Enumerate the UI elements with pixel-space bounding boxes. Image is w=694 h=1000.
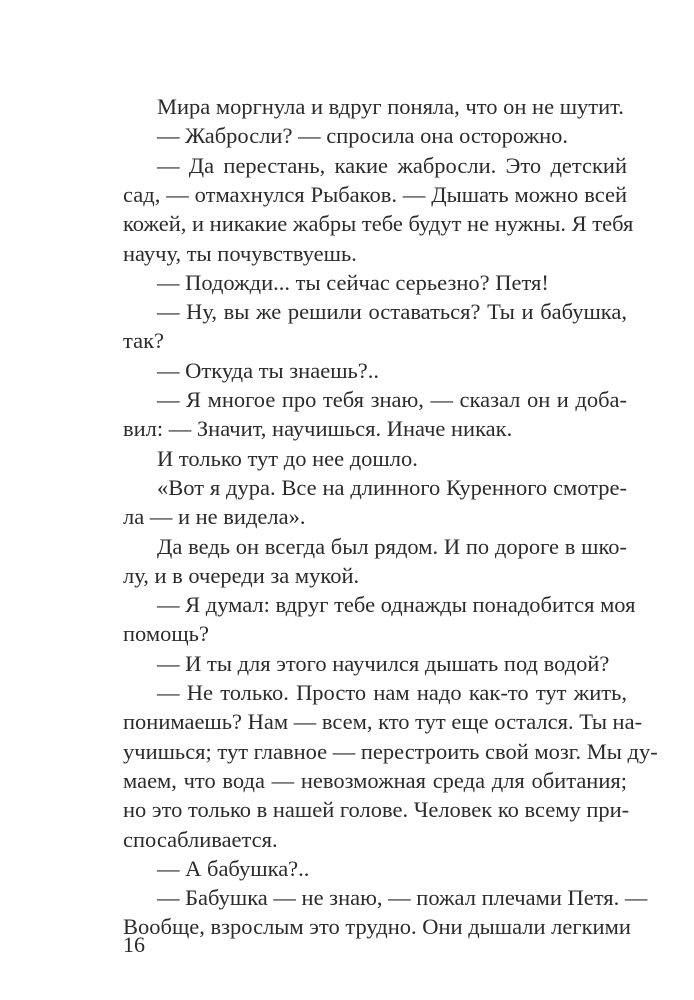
text-line: вил: — Значит, научишься. Иначе никак. [123, 416, 513, 442]
text-line: научу, ты почувствуешь. [123, 240, 357, 266]
text-line: спосабливается. [123, 826, 278, 852]
text-line: Вообще, взрослым это трудно. Они дышали легкими [123, 914, 631, 940]
text-line: — Ну, вы же решили оставаться? Ты и бабушка, [157, 299, 627, 325]
text-line: понимаешь? Нам — всем, кто тут еще остался. Ты на- [123, 709, 643, 735]
text-line: ла — и не видела». [123, 504, 306, 530]
text-line: — А бабушка?.. [157, 855, 310, 881]
text-line: И только тут до нее дошло. [157, 445, 418, 471]
text-line: «Вот я дура. Все на длинного Куренного смотре- [157, 474, 627, 500]
text-line: — Да перестань, какие жабросли. Это детский [157, 152, 627, 178]
text-line: — Не только. Просто нам надо как-то тут жить, [157, 680, 627, 705]
text-line: помощь? [123, 621, 209, 647]
text-line: — Я думал: вдруг тебе однажды понадобится моя [157, 592, 636, 618]
text-line: — Подожди... ты сейчас серьезно? Петя! [157, 269, 549, 295]
text-line: — Бабушка — не знаю, — пожал плечами Петя. — [157, 885, 648, 911]
text-line: Да ведь он всегда был рядом. И по дороге в шко- [157, 533, 627, 559]
text-line: сад, — отмахнулся Рыбаков. — Дышать можно всей [123, 181, 627, 207]
text-line: кожей, и никакие жабры тебе будут не нужны. Я тебя [123, 211, 634, 237]
text-line: — Откуда ты знаешь?.. [157, 357, 380, 383]
text-line: но это только в нашей голове. Человек ко всему при- [123, 797, 630, 823]
text-line: Мира моргнула и вдруг поняла, что он не шутит. [157, 94, 624, 119]
text-line: учишься; тут главное — перестроить свой мозг. Мы ду- [123, 738, 658, 764]
page-number: 16 [123, 932, 145, 957]
text-line: — Я многое про тебя знаю, — сказал он и доба- [157, 387, 627, 412]
text-line: — Жабросли? — спросила она осторожно. [157, 123, 569, 149]
text-line: — И ты для этого научился дышать под водой? [157, 650, 610, 676]
text-line: маем, что вода — невозможная среда для обитания; [123, 767, 627, 793]
text-line: так? [123, 328, 165, 354]
text-line: лу, и в очереди за мукой. [123, 562, 360, 588]
